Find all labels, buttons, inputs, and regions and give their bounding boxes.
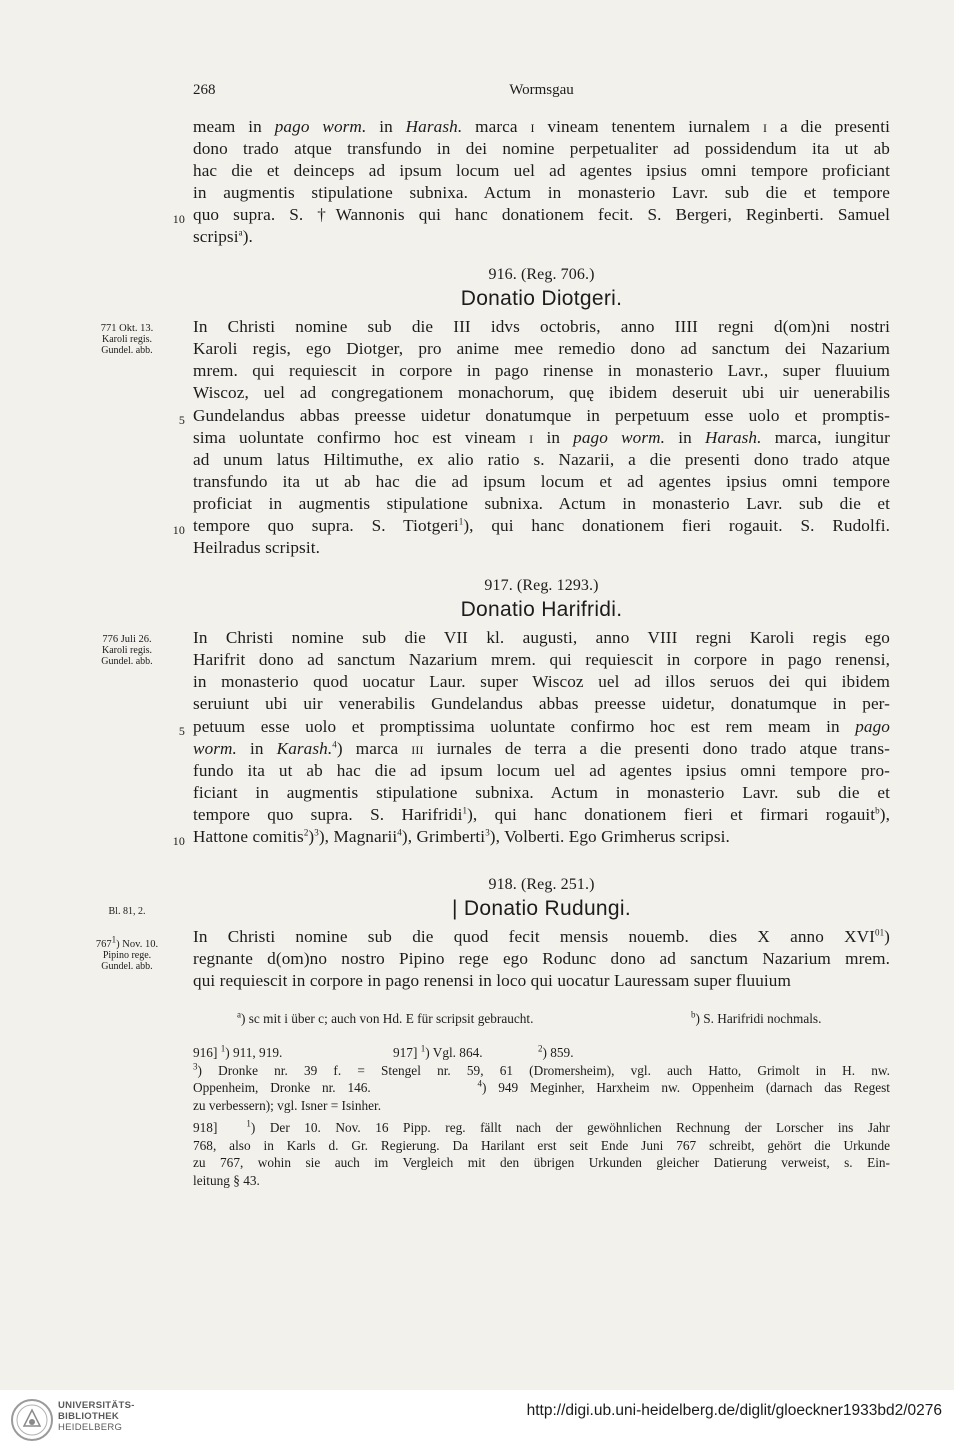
text-line: dono trado atque transfundo in dei nomine perpetualiter ad possidendum ita ut ab xyxy=(193,139,890,159)
text-line: fundo ita ut ab hac die ad ipsum locum uel ad agentes ipsius omni tempore pro- xyxy=(193,760,890,780)
charter-line xyxy=(178,716,890,738)
footnote-line: 768, also in Karls d. Gr. Regierung. Da Harilant erst seit Ende Juni 767 schreibt, gehört die Urkunde xyxy=(193,1137,890,1153)
text-line: tempore quo supra. S. Harifridi$^1$), qui hanc donationem fieri et firmari rogauit$^b$), xyxy=(193,804,890,824)
text-line: In Christi nomine sub die quod fecit mensis nouemb. dies X anno XVI$^{01}$) xyxy=(193,927,890,947)
text-line: Hattone comitis$^2$)$^3$), Magnarii$^4$), Grimberti$^3$), Volberti. Ego Grimherus scripsi. xyxy=(193,827,730,847)
charter-title: Donatio Diotgeri. xyxy=(460,287,623,311)
charter-line xyxy=(172,826,890,849)
text-line: in augmentis stipulatione subnixa. Actum in monasterio Lavr. sub die et tempore xyxy=(193,183,890,203)
regest-number: 916. (Reg. 706.) xyxy=(488,266,595,283)
footnote-917-body xyxy=(193,1062,890,1115)
charter-line xyxy=(172,515,890,538)
university-seal-icon xyxy=(10,1398,54,1442)
intro-paragraph xyxy=(172,116,890,249)
charter-line xyxy=(193,627,890,649)
charter-917 xyxy=(172,567,890,849)
regest-number: 918. (Reg. 251.) xyxy=(488,876,595,893)
margin-reign: Pipino rege. xyxy=(102,950,152,961)
text-line: proficiat in augmentis stipulatione subnixa. Actum in monasterio Lavr. sub die et xyxy=(193,493,890,513)
text-line: meam in pago worm. in Harash. marca i vineam tenentem iurnalem i a die presenti xyxy=(193,117,890,136)
charter-line xyxy=(178,405,890,427)
text-line: quo supra. S. †Wannonis qui hanc donationem fecit. S. Bergeri, Reginberti. Samuel xyxy=(193,205,890,225)
text-line: Wiscoz, uel ad congregationem monachorum, quę ibidem deseruit ubi uir uenerabilis xyxy=(193,383,890,403)
text-line: In Christi nomine sub die III idvs octobris, anno IIII regni d(om)ni nostri xyxy=(193,317,890,337)
charter-line xyxy=(193,493,890,515)
library-footer xyxy=(0,1390,954,1452)
margin-date: 771 Okt. 13. xyxy=(100,323,154,334)
charter-line xyxy=(193,360,890,382)
intro-line xyxy=(193,182,890,204)
margin-abbot: Gundel. abb. xyxy=(101,656,153,667)
charter-918 xyxy=(193,866,890,992)
text-line: Gundelandus abbas preesse uidetur donatumque in perpetuum esse uolo et promptis- xyxy=(193,405,890,425)
footnotes-numbered xyxy=(193,1044,890,1189)
intro-line xyxy=(193,138,890,160)
footnote-line: leitung § 43. xyxy=(193,1172,260,1188)
intro-line xyxy=(193,160,890,182)
margin-abbot: Gundel. abb. xyxy=(101,961,153,972)
margin-note-917 xyxy=(82,634,172,667)
regest-number: 917. (Reg. 1293.) xyxy=(484,577,599,594)
text-line: sima uoluntate confirmo hoc est vineam i in pago worm. in Harash. marca, iungitur xyxy=(193,427,890,447)
charter-line xyxy=(193,449,890,471)
line-number: 10 xyxy=(172,834,185,849)
footnote-b: $^b$) S. Harifridi nochmals. xyxy=(691,1009,822,1026)
text-line: ficiant in augmentis stipulatione subnixa. Actum in monasterio Lavr. sub die et xyxy=(193,782,890,802)
library-logo-text: UNIVERSITÄTS- BIBLIOTHEK HEIDELBERG xyxy=(58,1400,135,1433)
footnote-a: $^a$) sc mit i über c; auch von Hd. E für scripsit gebraucht. xyxy=(237,1009,534,1026)
charter-line xyxy=(193,926,890,948)
text-line: scripsi$^a$). xyxy=(193,227,253,247)
footnote-916: 916] $^1$) 911, 919. xyxy=(193,1043,283,1060)
text-line: in monasterio quod uocatur Laur. super Wiscoz uel ad illos seruos dei qui ibidem xyxy=(193,672,890,692)
margin-date: 776 Juli 26. xyxy=(102,634,152,645)
line-number: 10 xyxy=(172,212,185,227)
text-line: qui requiescit in corpore in pago renensi in loco qui uocatur Lauressam super fluuium xyxy=(193,971,791,991)
charter-line xyxy=(193,316,890,338)
charter-line xyxy=(193,970,890,992)
text-line: Harifrit dono ad sanctum Nazarium mrem. qui requiescit in corpore in pago renensi, xyxy=(193,650,890,670)
running-title: Wormsgau xyxy=(509,82,574,98)
source-url-link[interactable]: http://digi.ub.uni-heidelberg.de/diglit/gloeckner1933bd2/0276 xyxy=(526,1402,942,1419)
charter-line xyxy=(193,338,890,360)
intro-line xyxy=(193,116,890,138)
page-number: 268 xyxy=(193,82,216,98)
charter-line xyxy=(193,671,890,693)
intro-line xyxy=(172,204,890,227)
charter-line xyxy=(193,782,890,804)
footnote-line: $^3$) Dronke nr. 39 f. = Stengel nr. 59, 61 (Dromersheim), vgl. auch Hatto, Grimolt in H. nw. xyxy=(193,1061,890,1078)
line-number: 5 xyxy=(178,723,185,738)
text-line: petuum esse uolo et promptissima uoluntate confirmo hoc est rem meam in pago xyxy=(193,716,890,736)
margin-date: $767^1$) Nov. 10. xyxy=(95,934,159,950)
text-line: tempore quo supra. S. Tiotgeri$^1$), qui hanc donationem fieri rogauit. S. Rudolfi. xyxy=(193,516,890,536)
footnote-line: 918] $^1$) Der 10. Nov. 16 Pipp. reg. fällt nach der gewöhnlichen Rechnung der Lorscher ins Jahr xyxy=(193,1118,890,1135)
margin-note-916 xyxy=(82,323,172,356)
text-line: worm. in Karash.$^4$) marca iii iurnales de terra a die presenti dono trado atque trans- xyxy=(193,738,890,758)
charter-body xyxy=(172,316,890,559)
line-number: 10 xyxy=(172,523,185,538)
footnote-918-body xyxy=(193,1119,890,1189)
charter-line xyxy=(193,471,890,493)
charter-line xyxy=(193,948,890,970)
footnote-917-2: $^2$) 859. xyxy=(538,1043,574,1060)
line-number: 5 xyxy=(178,412,185,427)
margin-note-918 xyxy=(82,906,172,972)
text-line: transfundo ita ut ab hac die ad ipsum locum et ad agentes ipsius omni tempore xyxy=(193,471,890,491)
charter-line xyxy=(193,427,890,449)
charter-title: | Donatio Rudungi. xyxy=(452,897,631,921)
charter-line xyxy=(193,760,890,782)
charter-line xyxy=(193,649,890,671)
text-line: In Christi nomine sub die VII kl. augusti, anno VIII regni Karoli regis ego xyxy=(193,628,890,648)
text-line: Heilradus scripsit. xyxy=(193,538,320,558)
footnote-line: zu verbessern); vgl. Isner = Isinher. xyxy=(193,1097,382,1113)
charter-line xyxy=(193,382,890,404)
charter-916 xyxy=(172,256,890,559)
margin-abbot: Gundel. abb. xyxy=(101,345,153,356)
charter-body xyxy=(193,926,890,992)
charter-body xyxy=(172,627,890,849)
intro-line xyxy=(193,226,890,248)
charter-line xyxy=(193,693,890,715)
charter-line xyxy=(193,537,890,559)
text-line: hac die et deinceps ad ipsum locum uel ad agentes ipsius omni tempore proficiant xyxy=(193,161,890,181)
text-line: Karoli regis, ego Diotger, pro anime mee remedio dono ad sanctum dei Nazarium xyxy=(193,339,890,359)
text-line: mrem. qui requiescit in corpore in pago rinense in monasterio Lavr., super fluuium xyxy=(193,361,890,381)
text-line: seruiunt ubi uir venerabilis Gundelandus abbas preesse uidetur, donatumque in per- xyxy=(193,694,890,714)
charter-title: Donatio Harifridi. xyxy=(460,598,623,622)
footnote-line: Oppenheim, Dronke nr. 146. $^4$) 949 Meginher, Harxheim nw. Oppenheim (darnach das Regest xyxy=(193,1078,890,1095)
text-line: regnante d(om)no nostro Pipino rege ego Rodunc dono ad sanctum Nazarium mrem. xyxy=(193,949,890,969)
text-line: ad unum latus Hiltimuthe, ex alio ratio s. Nazarii, a die presenti dono trado atque xyxy=(193,449,890,469)
charter-line xyxy=(193,804,890,826)
leaf-reference: Bl. 81, 2. xyxy=(108,906,146,917)
charter-line xyxy=(193,738,890,760)
footnote-917-head: 917] $^1$) Vgl. 864. xyxy=(393,1043,483,1060)
footnote-line: zu 767, wohin sie auch im Vergleich mit den übrigen Urkunden gleicher Datierung verweist, s. Ein- xyxy=(193,1155,890,1170)
margin-reign: Karoli regis. xyxy=(102,334,152,345)
margin-reign: Karoli regis. xyxy=(102,645,152,656)
